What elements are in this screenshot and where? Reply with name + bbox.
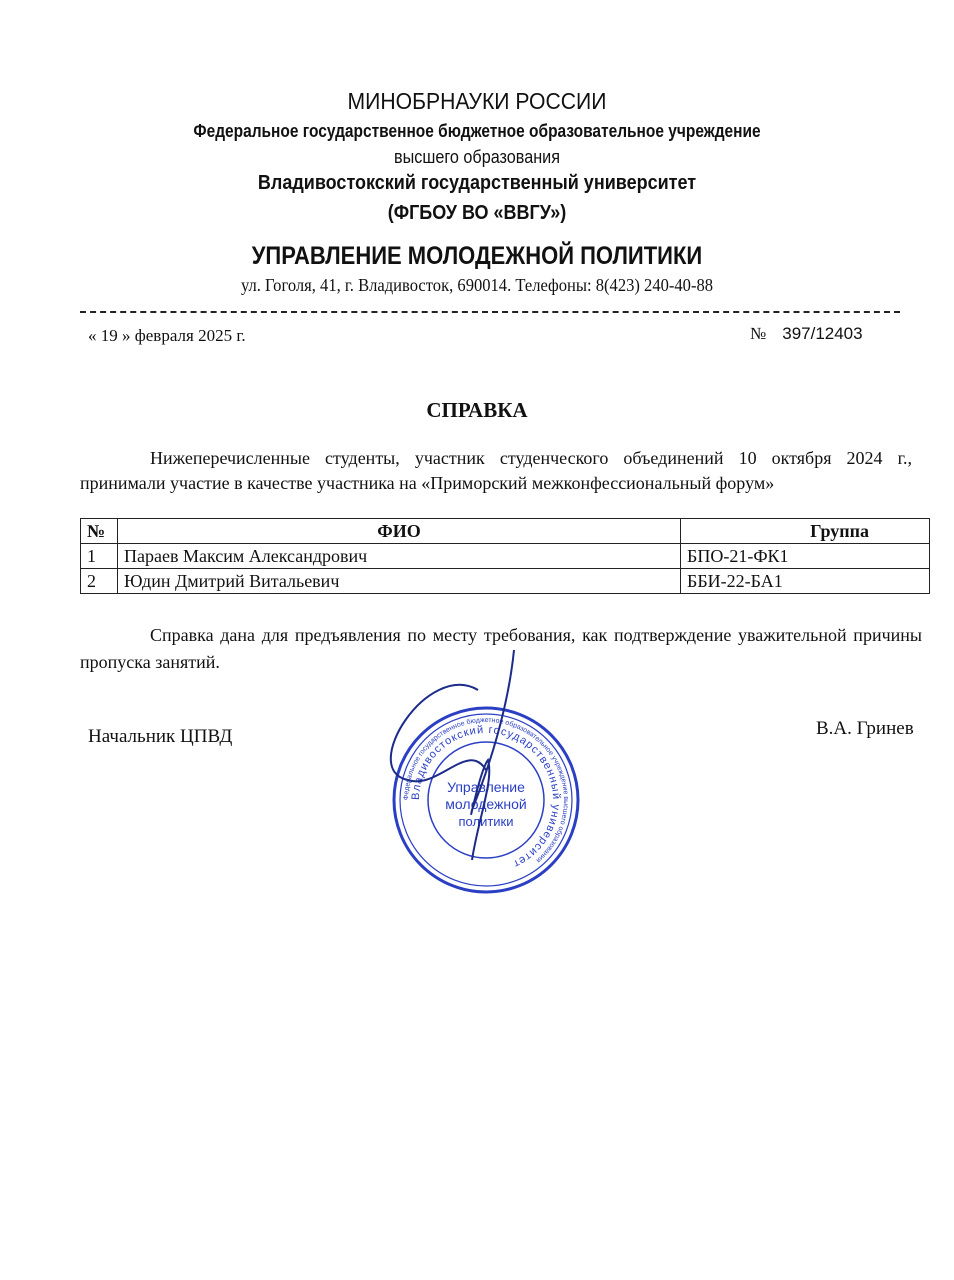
row-group: БПО-21-ФК1 <box>681 544 930 569</box>
address: ул. Гоголя, 41, г. Владивосток, 690014. Телефоны: 8(423) 240-40-88 <box>240 275 714 295</box>
header-name: ФИО <box>118 519 681 544</box>
table-header-row <box>81 519 930 544</box>
row-group: ББИ-22-БА1 <box>681 569 930 594</box>
ministry-name: МИНОБРНАУКИ РОССИИ <box>347 88 607 114</box>
institution-type: Федеральное государственное бюджетное образовательное учреждение <box>193 121 761 141</box>
signer-name: В.А. Гринев <box>816 718 914 739</box>
dashed-divider <box>80 311 900 313</box>
official-stamp <box>368 620 608 900</box>
stamp-inner-text: Владивостокский государственный университет <box>409 723 563 870</box>
university-name: Владивостокский государственный университет <box>257 172 697 194</box>
intro-paragraph: Нижеперечисленные студенты, участник студенческого объединений 10 октября 2024 г., принимали участие в качестве участника на «Приморский межконфессиональный форум» <box>80 448 912 493</box>
row-number: 2 <box>81 569 118 594</box>
document-number <box>750 324 863 344</box>
stamp-outer-text: Федеральное государственное бюджетное образовательное учреждение высшего образования <box>402 716 570 864</box>
row-number: 1 <box>81 544 118 569</box>
stamp-center-line-2: молодежной <box>445 796 527 812</box>
number-sign: № <box>750 324 767 343</box>
header-number: № <box>81 519 118 544</box>
stamp-center-line-3: политики <box>458 814 514 829</box>
row-name: Юдин Дмитрий Витальевич <box>118 569 681 594</box>
document-date: « 19 » февраля 2025 г. <box>88 326 246 345</box>
table-row <box>81 569 930 594</box>
stamp-center-line-1: Управление <box>447 779 525 795</box>
closing-paragraph: Справка дана для предъявления по месту требования, как подтверждение уважительной причины пропуска занятий. <box>80 625 922 672</box>
number-value: 397/12403 <box>782 324 863 343</box>
signer-position: Начальник ЦПВД <box>88 726 233 747</box>
header-group: Группа <box>681 519 930 544</box>
students-table <box>80 518 930 594</box>
table-row <box>81 544 930 569</box>
row-name: Параев Максим Александрович <box>118 544 681 569</box>
education-level: высшего образования <box>393 147 560 167</box>
document-title: СПРАВКА <box>426 398 528 422</box>
university-abbreviation: (ФГБОУ ВО «ВВГУ») <box>387 202 567 224</box>
department-name: УПРАВЛЕНИЕ МОЛОДЕЖНОЙ ПОЛИТИКИ <box>251 242 703 270</box>
